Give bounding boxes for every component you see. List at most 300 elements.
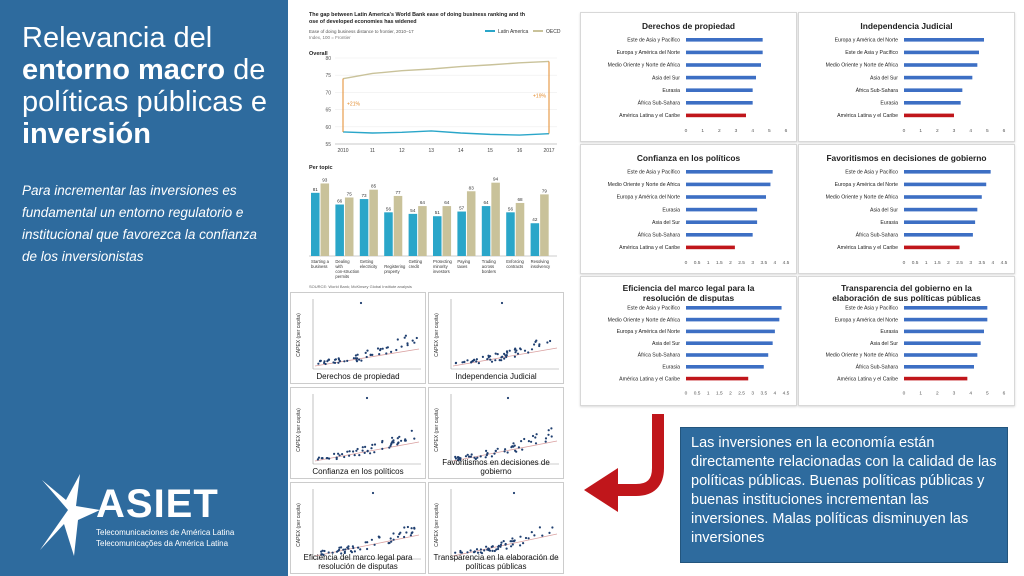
bar-oecd (394, 196, 403, 256)
bar (904, 233, 973, 237)
scatter-point (488, 356, 490, 358)
bar-chart-svg (581, 277, 796, 405)
bar-oecd (491, 183, 500, 256)
scatter-point (499, 359, 501, 361)
section-overall: Overall (309, 51, 328, 57)
bar-category-label: Este de Asia y Pacífico (627, 169, 680, 176)
bar (904, 114, 954, 118)
bar (686, 101, 753, 105)
x-tick-label: 1 (706, 391, 710, 397)
scatter-point (395, 349, 397, 351)
bar-value-label: 79 (541, 188, 547, 194)
scatter-point (366, 350, 368, 352)
scatter-point (356, 360, 358, 362)
bar-category-label: Medio Oriente y Norte de Africa (825, 194, 898, 201)
scatter-point (528, 537, 530, 539)
bar-category-label: Europa y América del Norte (616, 50, 680, 57)
scatter-y-label: CAPEX (per capita) (434, 503, 440, 547)
scatter-point (360, 360, 362, 362)
scatter-y-label: CAPEX (per capita) (296, 503, 302, 547)
scatter-point (535, 442, 537, 444)
scatter-point (485, 450, 487, 452)
x-tick-label: 0 (684, 391, 688, 397)
x-tick-label: 2 (729, 261, 732, 267)
page-title (22, 22, 277, 150)
scatter-point (505, 356, 507, 358)
scatter-point (494, 359, 496, 361)
bar-category-label: África Sub-Sahara (855, 364, 898, 371)
bar (904, 330, 984, 334)
scatter-point (367, 450, 369, 452)
scatter-point (342, 549, 344, 551)
scatter-point (467, 454, 469, 456)
bar (904, 318, 987, 322)
scatter-point (512, 446, 514, 448)
bar (904, 183, 986, 187)
scatter-point (374, 443, 376, 445)
scatter-point (497, 353, 499, 355)
scatter-point (527, 351, 529, 353)
bar-category-label: contracts (506, 264, 524, 269)
bar-category-label: Asia del Sur (870, 340, 898, 347)
scatter-point (505, 543, 507, 545)
bar (686, 353, 768, 357)
bar-category-label: Getting (408, 259, 423, 264)
bar-category-label: investors (433, 269, 450, 274)
bar-latam (311, 193, 320, 256)
scatter-point (549, 340, 551, 342)
x-tick-label: 1.5 (715, 391, 723, 397)
scatter-point (371, 539, 373, 541)
scatter-point (397, 338, 399, 340)
scatter-point (514, 349, 516, 351)
bar-value-label: 83 (468, 185, 474, 191)
bar-value-label: 64 (419, 200, 425, 206)
scatter-point (478, 362, 480, 364)
scatter-point (357, 547, 359, 549)
scatter-point (503, 540, 505, 542)
scatter-label: Eficiencia del marco legal para resolución de disputas (303, 553, 413, 571)
x-tick-label: 4.5 (782, 261, 790, 267)
title-part: entorno macro (22, 54, 226, 86)
bar-category-label: insolvency (530, 264, 551, 269)
scatter-point (392, 532, 394, 534)
scatter-point (536, 433, 538, 435)
scatter-point (416, 337, 418, 339)
bar-category-label: Medio Oriente y Norte de Africa (607, 182, 680, 189)
x-tick-label: 3 (751, 391, 755, 397)
scatter-point (343, 360, 345, 362)
scatter-plot (428, 482, 564, 574)
x-tick-label: 5 (767, 129, 771, 135)
x-tick-label: 3 (734, 129, 738, 135)
scatter-point (503, 353, 505, 355)
chart-source: SOURCE: World Bank; McKinsey Global Institute analysis (309, 284, 412, 289)
scatter-point (548, 532, 550, 534)
doing-business-chart (305, 6, 570, 292)
scatter-point (506, 354, 508, 356)
legend-oecd: OECD (546, 29, 561, 35)
scatter-point (356, 357, 358, 359)
x-tick-label: 2.5 (738, 261, 745, 267)
series-line-oecd (343, 61, 549, 78)
bar-category-label: África Sub-Sahara (637, 100, 680, 107)
bar (904, 101, 961, 105)
scatter-point (334, 359, 336, 361)
bar-category-label: Asia del Sur (652, 340, 680, 347)
curved-arrow-icon (580, 410, 670, 520)
scatter-point (370, 447, 372, 449)
asiet-logo (34, 470, 274, 560)
bar-category-label: América Latina y el Caribe (619, 245, 680, 252)
scatter-point (482, 356, 484, 358)
scatter-point (359, 548, 361, 550)
scatter-point (530, 441, 532, 443)
x-tick-label: 5 (985, 129, 989, 135)
scatter-y-label: CAPEX (per capita) (434, 313, 440, 357)
logo-name: ASIET (96, 482, 219, 526)
bar-category-label: Enforcing (506, 259, 524, 264)
bar-category-label: taxes (457, 264, 468, 269)
bar (904, 246, 960, 250)
x-tick-label: 4 (991, 261, 995, 267)
scatter-point (528, 440, 530, 442)
scatter-point (470, 361, 472, 363)
scatter-point (391, 442, 393, 444)
scatter-point (411, 527, 413, 529)
y-tick-label: 75 (325, 73, 331, 80)
scatter-point (336, 457, 338, 459)
scatter-point (346, 451, 348, 453)
scatter-point (466, 359, 468, 361)
bar-category-label: Eurasia (880, 219, 898, 226)
bar-chart-title-cont: elaboración de sus políticas públicas (832, 293, 981, 303)
left-panel (0, 0, 288, 576)
bar-chart-panel (798, 144, 1015, 274)
bar (904, 306, 987, 310)
bar-value-label: 42 (532, 217, 538, 223)
bar-category-label: Eurasia (880, 329, 898, 336)
bar-value-label: 54 (410, 207, 416, 213)
scatter-point (485, 546, 487, 548)
scatter-point (500, 544, 502, 546)
scatter-point (404, 438, 406, 440)
scatter-point (391, 437, 393, 439)
scatter-point (532, 435, 534, 437)
bar (904, 365, 974, 369)
bar-category-label: Resolving (530, 259, 549, 264)
scatter-point (495, 450, 497, 452)
x-tick-label: 2 (947, 261, 950, 267)
bar-oecd (345, 198, 354, 257)
scatter-point (355, 450, 357, 452)
logo-tagline-pt: Telecomunicações da América Latina (96, 539, 229, 548)
scatter-point (388, 542, 390, 544)
scatter-point (410, 534, 412, 536)
scatter-svg (291, 388, 425, 478)
scatter-point (373, 451, 375, 453)
bar-chart-svg (799, 13, 1014, 141)
bar (904, 88, 962, 92)
scatter-point (325, 363, 327, 365)
x-tick-label: 2 (717, 129, 721, 135)
bar (686, 246, 735, 250)
scatter-point (539, 526, 541, 528)
bar-category-label: Dealing (335, 259, 350, 264)
scatter-point (533, 343, 535, 345)
scatter-point (491, 546, 493, 548)
scatter-point (321, 457, 323, 459)
bar-value-label: 93 (322, 177, 328, 183)
scatter-point (370, 354, 372, 356)
bar-category-label: Asia del Sur (870, 75, 898, 82)
scatter-point (393, 539, 395, 541)
scatter-point (405, 531, 407, 533)
x-tick-label: 2 (935, 129, 939, 135)
scatter-point (407, 526, 409, 528)
scatter-label: Transparencia en la elaboración de políticas públicas (433, 553, 559, 571)
scatter-point (411, 532, 413, 534)
scatter-point (511, 537, 513, 539)
bar (686, 38, 763, 42)
x-tick-label: 6 (784, 129, 788, 135)
bar-category-label: Asia del Sur (652, 219, 680, 226)
scatter-point (483, 549, 485, 551)
scatter-point (353, 357, 355, 359)
scatter-label: Favoritismos en decisiones de gobierno (442, 458, 550, 476)
bar-category-label: África Sub-Sahara (855, 232, 898, 239)
scatter-label: Derechos de propiedad (316, 372, 400, 381)
scatter-point (524, 350, 526, 352)
callout-text: Las inversiones en la economía están directamente relacionadas con la calidad de las políticas públicas. Buenas políticas públicas y buenas instituciones incrementan las inversiones. Malas políticas disminuyen las inversiones (691, 435, 997, 546)
bar-category-label: América Latina y el Caribe (619, 113, 680, 120)
scatter-point (470, 549, 472, 551)
bar-chart-title: Confianza en los políticos (636, 153, 741, 163)
bar (904, 220, 975, 224)
title-part: de políticas públicas e (22, 54, 268, 118)
bar-chart-svg (581, 145, 796, 273)
x-tick-label: 0 (902, 261, 906, 267)
bar-value-label: 64 (444, 200, 450, 206)
bar (904, 76, 972, 80)
scatter-point (323, 360, 325, 362)
bar-value-label: 75 (346, 191, 352, 197)
scatter-point (507, 451, 509, 453)
x-tick-label: 1 (706, 261, 710, 267)
scatter-point (512, 442, 514, 444)
scatter-point (488, 548, 490, 550)
bar-chart-svg (581, 13, 796, 141)
bar-category-label: Trading (481, 259, 496, 264)
scatter-point (319, 360, 321, 362)
scatter-point (364, 452, 366, 454)
scatter-point (547, 434, 549, 436)
scatter-point (398, 533, 400, 535)
scatter-point (381, 441, 383, 443)
y-tick-label: 55 (325, 142, 331, 148)
scatter-svg (291, 293, 425, 383)
x-tick-label: 3 (952, 129, 956, 135)
bar-category-label: Europa y América del Norte (616, 329, 680, 336)
scatter-point (531, 348, 533, 350)
scatter-point (518, 446, 520, 448)
x-tick-label: 0 (902, 129, 906, 135)
bar-chart-title: Derechos de propiedad (641, 21, 736, 31)
x-tick-label: 4 (751, 129, 755, 135)
bar (904, 63, 977, 67)
bar-value-label: 66 (337, 198, 343, 204)
scatter-point (523, 438, 525, 440)
x-tick-label: 0.5 (911, 261, 919, 267)
x-tick-label: 1 (924, 261, 928, 267)
bar-oecd (516, 203, 525, 256)
x-tick-label: 15 (487, 148, 493, 154)
scatter-label: Confianza en los políticos (312, 467, 404, 476)
bar-category-label: Asia del Sur (652, 75, 680, 82)
x-tick-label: 13 (428, 148, 435, 154)
scatter-point (369, 452, 371, 454)
x-tick-label: 0.5 (693, 391, 701, 397)
bar (904, 51, 979, 55)
scatter-point (546, 341, 548, 343)
scatter-point (333, 453, 335, 455)
scatter-point (545, 437, 547, 439)
bar-oecd (443, 206, 452, 256)
y-tick-label: 65 (325, 107, 331, 114)
scatter-point (507, 397, 509, 399)
x-tick-label: 4.5 (1000, 261, 1008, 267)
bar-value-label: 77 (395, 189, 401, 195)
scatter-point (486, 452, 488, 454)
scatter-point (357, 448, 359, 450)
scatter-point (352, 450, 354, 452)
bar-latam (506, 212, 515, 256)
bar-category-label: Medio Oriente y Norte de Africa (607, 317, 680, 324)
page-subtitle: Para incrementar las inversiones es fundamental un entorno regulatorio e institucional que favorezca la confianza de los inversionistas (22, 183, 257, 264)
scatter-point (366, 548, 368, 550)
scatter-point (339, 360, 341, 362)
scatter-point (374, 544, 376, 546)
x-tick-label: 4 (969, 129, 973, 135)
scatter-point (475, 360, 477, 362)
scatter-point (498, 545, 500, 547)
bar (904, 353, 977, 357)
scatter-point (514, 539, 516, 541)
scatter-point (396, 443, 398, 445)
scatter-point (327, 359, 329, 361)
bar-latam (335, 205, 344, 256)
scatter-point (366, 397, 368, 399)
x-tick-label: 0 (684, 129, 688, 135)
bar-chart-title: Transparencia del gobierno en la (841, 283, 972, 293)
scatter-point (519, 544, 521, 546)
scatter-point (390, 351, 392, 353)
scatter-point (519, 536, 521, 538)
bar-category-label: Eurasia (662, 364, 680, 371)
bar-latam (384, 212, 393, 256)
scatter-point (339, 454, 341, 456)
bar (686, 114, 746, 118)
scatter-point (344, 548, 346, 550)
bar-category-label: Eurasia (662, 207, 680, 214)
scatter-point (495, 353, 497, 355)
bar-chart-title: Eficiencia del marco legal para la (622, 283, 755, 293)
bar (686, 183, 770, 187)
bar (686, 63, 761, 67)
scatter-point (388, 447, 390, 449)
scatter-point (360, 302, 362, 304)
bar-category-label: Protecting (433, 259, 452, 264)
bar-chart-svg (799, 145, 1014, 273)
scatter-point (533, 534, 535, 536)
x-tick-label: 2 (729, 391, 732, 397)
x-tick-label: 1 (919, 391, 923, 397)
scatter-point (346, 360, 348, 362)
x-tick-label: 2010 (337, 148, 349, 154)
scatter-point (489, 359, 491, 361)
bar-category-label: Medio Oriente y Norte de Africa (825, 352, 898, 359)
scatter-point (509, 350, 511, 352)
scatter-point (520, 440, 522, 442)
bar-category-label: electricity (359, 264, 378, 269)
scatter-plot (428, 292, 564, 384)
scatter-point (491, 550, 493, 552)
scatter-point (517, 353, 519, 355)
x-tick-label: 3 (751, 261, 755, 267)
bar-category-label: África Sub-Sahara (637, 232, 680, 239)
x-tick-label: 3.5 (978, 261, 986, 267)
scatter-plot (290, 387, 426, 479)
scatter-svg (429, 293, 563, 383)
legend-latam: Latin America (498, 29, 529, 35)
scatter-point (397, 437, 399, 439)
bar-category-label: permits (335, 274, 350, 279)
bar-category-label: América Latina y el Caribe (619, 376, 680, 383)
bar-latam (531, 223, 540, 256)
scatter-point (381, 448, 383, 450)
bar-category-label: minority (433, 264, 448, 269)
scatter-point (471, 453, 473, 455)
scatter-point (514, 450, 516, 452)
scatter-point (493, 453, 495, 455)
bar-category-label: business (311, 264, 328, 269)
bar-value-label: 56 (385, 206, 392, 212)
bar (686, 377, 748, 381)
scatter-point (317, 458, 319, 460)
bar-category-label: Europa y América del Norte (616, 194, 680, 201)
x-tick-label: 11 (369, 148, 376, 154)
scatter-point (358, 454, 360, 456)
scatter-point (504, 448, 506, 450)
bar (686, 306, 782, 310)
bar-chart-panel (580, 12, 797, 142)
bar (904, 208, 977, 212)
bar-oecd (467, 191, 476, 256)
bar (904, 38, 984, 42)
x-tick-label: 4.5 (782, 391, 790, 397)
x-tick-label: 2.5 (956, 261, 963, 267)
scatter-point (551, 526, 553, 528)
scatter-point (500, 356, 502, 358)
scatter-point (365, 352, 367, 354)
scatter-point (390, 537, 392, 539)
bar-latam (409, 214, 418, 256)
x-tick-label: 4 (773, 391, 777, 397)
x-tick-label: 1.5 (715, 261, 723, 267)
bar-latam (433, 216, 442, 256)
bar-oecd (418, 206, 427, 256)
bar-value-label: 64 (483, 200, 489, 206)
